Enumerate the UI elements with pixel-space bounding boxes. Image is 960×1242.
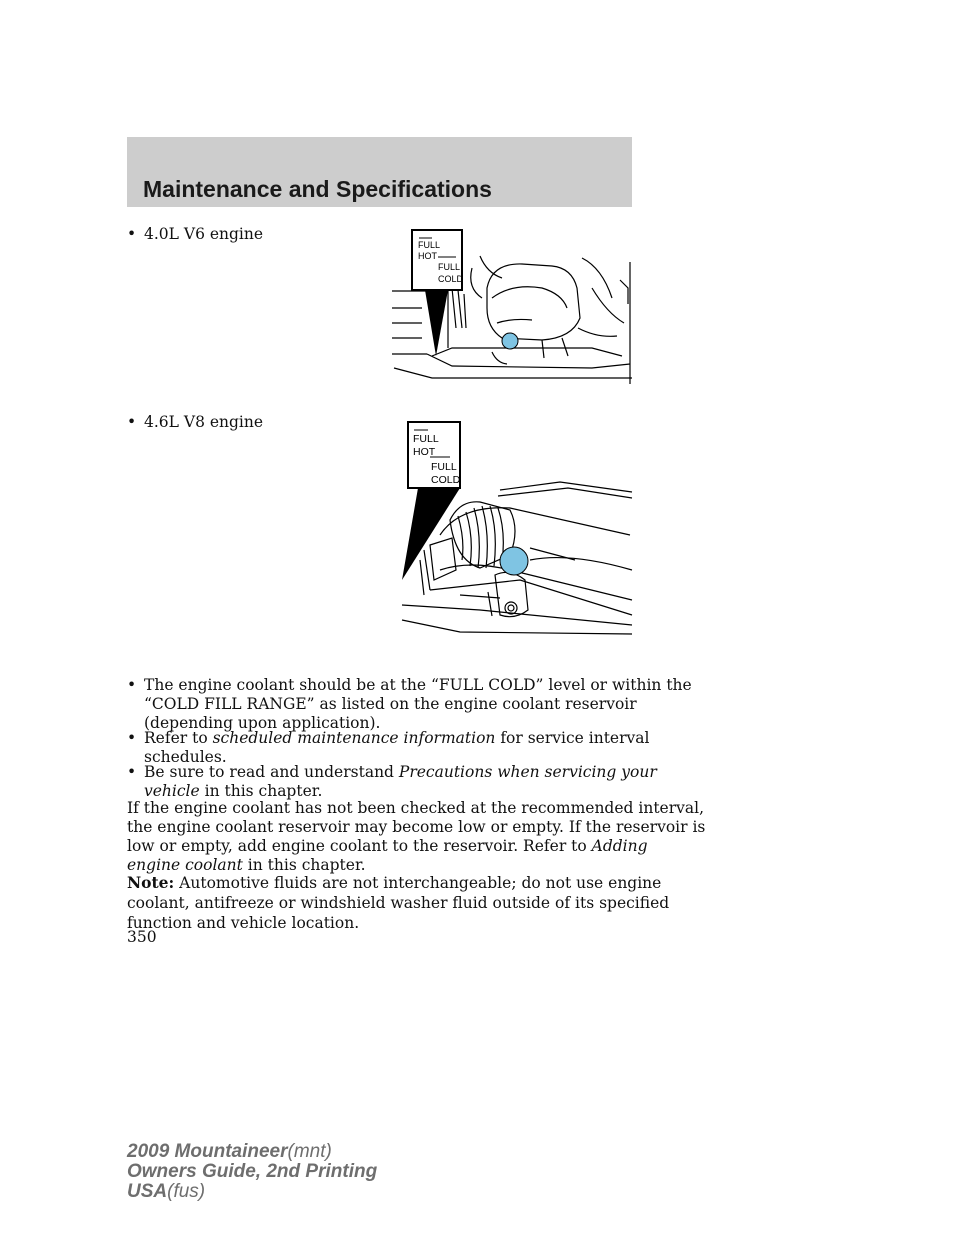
v6-label-full: FULL: [418, 240, 441, 250]
bullet-text: 4.0L V6 engine: [144, 225, 264, 243]
page-number: 350: [127, 928, 157, 946]
bullet-text: 4.6L V8 engine: [144, 413, 264, 431]
v6-reservoir-cap-icon: [502, 333, 518, 349]
bullet-symbol: •: [127, 413, 137, 431]
note-paragraph: [127, 873, 670, 933]
paragraph-line-4-text: in this chapter.: [242, 856, 366, 874]
footer-line-3: [127, 1182, 377, 1202]
v6-coolant-reservoir-diagram: [392, 228, 634, 384]
footer-market-code: (fus): [167, 1181, 206, 1202]
bullet-symbol: •: [127, 763, 137, 781]
v8-pointer-icon: [402, 488, 460, 580]
v6-pointer-icon: [425, 290, 448, 356]
reference-adding: Adding: [591, 837, 648, 855]
bullet-text-post: in this chapter.: [199, 782, 323, 800]
body-paragraph: [127, 799, 706, 875]
v8-label-hot: HOT: [413, 446, 436, 458]
bullet-line-2: “COLD FILL RANGE” as listed on the engine coolant reservoir: [144, 695, 637, 713]
bullet-symbol: •: [127, 225, 137, 243]
paragraph-line-3-text: low or empty, add engine coolant to the reservoir. Refer to: [127, 837, 592, 855]
footer-market: USA: [127, 1181, 168, 1202]
reference-precautions: Precautions when servicing your: [398, 763, 657, 781]
note-line-3: function and vehicle location.: [127, 914, 360, 932]
v6-label-full-cold-full: FULL: [438, 262, 461, 272]
section-header: [127, 137, 632, 207]
v8-label-full: FULL: [413, 433, 439, 445]
note-label: Note:: [127, 873, 175, 892]
bullet-symbol: •: [127, 729, 137, 747]
v8-label-cold: COLD: [431, 474, 461, 486]
v8-label-full-cold-full: FULL: [431, 461, 457, 473]
reference-vehicle: vehicle: [144, 782, 200, 800]
reference-scheduled-maintenance: scheduled maintenance information: [212, 729, 496, 747]
v8-reservoir-cap-icon: [500, 547, 528, 575]
bullet-symbol: •: [127, 676, 137, 694]
footer-line-2: Owners Guide, 2nd Printing: [127, 1161, 378, 1182]
bullet-line-1: [144, 763, 657, 782]
bullet-text-pre: Refer to: [144, 729, 213, 747]
bullet-text-pre: Be sure to read and understand: [144, 763, 399, 781]
v6-label-hot: HOT: [418, 251, 437, 261]
note-line-1-text: Automotive fluids are not interchangeable; do not use engine: [174, 874, 662, 892]
paragraph-line-3: [127, 837, 647, 856]
v6-label-cold: COLD: [438, 274, 464, 284]
paragraph-line-1: If the engine coolant has not been checked at the recommended interval,: [127, 799, 705, 817]
paragraph-line-2: the engine coolant reservoir may become low or empty. If the reservoir is: [127, 818, 706, 836]
reference-engine-coolant: engine coolant: [127, 856, 243, 874]
section-title: Maintenance and Specifications: [143, 176, 492, 202]
footer-line-1: [127, 1142, 377, 1162]
bullet-line-1: [144, 729, 649, 748]
footer-model-code: (mnt): [287, 1141, 332, 1162]
bullet-line-1: The engine coolant should be at the “FULL COLD” level or within the: [144, 676, 692, 694]
note-line-1: [127, 873, 662, 893]
footer: [127, 1142, 377, 1202]
bullet-line-2: schedules.: [144, 748, 227, 766]
note-line-2: coolant, antifreeze or windshield washer fluid outside of its specified: [127, 894, 670, 912]
footer-model: 2009 Mountaineer: [127, 1141, 288, 1162]
bullet-text-post: for service interval: [495, 729, 650, 747]
v8-coolant-reservoir-diagram: [400, 420, 634, 638]
bullet-line-3: (depending upon application).: [144, 714, 381, 732]
